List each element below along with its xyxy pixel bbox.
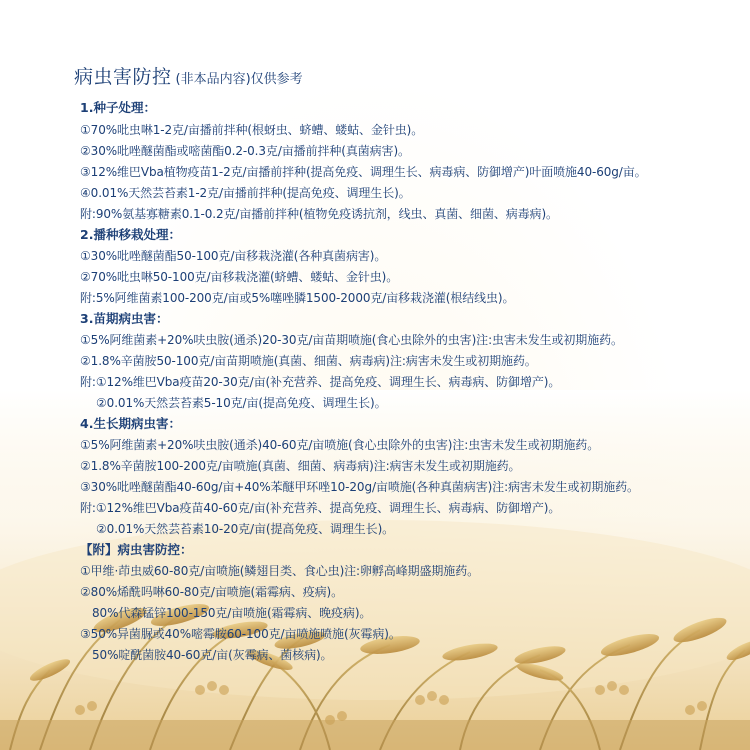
section-heading-seedling-stage: 3.苗期病虫害： [80, 311, 169, 326]
section-line: ③50%异菌脲或40%嘧霉胺60-100克/亩喷施喷施(灰霉病)。 [80, 627, 401, 641]
section-heading-seed-treatment: 1.种子处理： [80, 100, 156, 115]
section-line: ①5%阿维菌素+20%呋虫胺(通杀)40-60克/亩喷施(食心虫除外的虫害)注:虫害未发生或初期施药。 [80, 438, 600, 452]
section-line: ②0.01%天然芸苔素5-10克/亩(提高免疫、调理生长)。 [96, 396, 387, 410]
section-line: ②70%吡虫啉50-100克/亩移栽浇灌(蛴螬、蝼蛄、金针虫)。 [80, 270, 399, 284]
section-line: ②80%烯酰吗啉60-80克/亩喷施(霜霉病、疫病)。 [80, 585, 344, 599]
section-line: 附:90%氨基寡糖素0.1-0.2克/亩播前拌种(植物免疫诱抗剂，线虫、真菌、细菌、病毒病)。 [80, 207, 558, 221]
page-title: 病虫害防控 [74, 66, 172, 88]
section-line: ②0.01%天然芸苔素10-20克/亩(提高免疫、调理生长)。 [96, 522, 395, 536]
section-heading-growth-stage: 4.生长期病虫害： [80, 416, 181, 431]
section-line: 附:①12%维巴Vba疫苗40-60克/亩(补充营养、提高免疫、调理生长、病毒病、防御增产)。 [80, 501, 561, 515]
section-line: 附:5%阿维菌素100-200克/亩或5%噻唑膦1500-2000克/亩移栽浇灌(根结线虫)。 [80, 291, 515, 305]
section-line: ①70%吡虫啉1-2克/亩播前拌种(根蚜虫、蛴螬、蝼蛄、金针虫)。 [80, 123, 424, 137]
section-line: ④0.01%天然芸苔素1-2克/亩播前拌种(提高免疫、调理生长)。 [80, 186, 411, 200]
section-line: ②1.8%辛菌胺50-100克/亩苗期喷施(真菌、细菌、病毒病)注:病害未发生或初期施药。 [80, 354, 537, 368]
section-line: 80%代森锰锌100-150克/亩喷施(霜霉病、晚疫病)。 [92, 606, 372, 620]
section-line: 50%啶酰菌胺40-60克/亩(灰霉病、菌核病)。 [92, 648, 333, 662]
section-line: ②30%吡唑醚菌酯或嘧菌酯0.2-0.3克/亩播前拌种(真菌病害)。 [80, 144, 410, 158]
section-heading-sowing-transplant: 2.播种移栽处理： [80, 227, 181, 242]
page-subtitle: (非本品内容)仅供参考 [175, 72, 303, 87]
title-row [74, 62, 303, 89]
section-line: 附:①12%维巴Vba疫苗20-30克/亩(补充营养、提高免疫、调理生长、病毒病、防御增产)。 [80, 375, 561, 389]
section-line: ①5%阿维菌素+20%呋虫胺(通杀)20-30克/亩苗期喷施(食心虫除外的虫害)注:虫害未发生或初期施药。 [80, 333, 623, 347]
section-line: ①30%吡唑醚菌酯50-100克/亩移栽浇灌(各种真菌病害)。 [80, 249, 387, 263]
section-line: ②1.8%辛菌胺100-200克/亩喷施(真菌、细菌、病毒病)注:病害未发生或初期施药。 [80, 459, 521, 473]
section-line: ③30%吡唑醚菌酯40-60g/亩+40%苯醚甲环唑10-20g/亩喷施(各种真菌病害)注:病害未发生或初期施药。 [80, 480, 639, 494]
section-line: ③12%维巴Vba植物疫苗1-2克/亩播前拌种(提高免疫、调理生长、病毒病、防御增产)叶面喷施40-60g/亩。 [80, 165, 647, 179]
section-heading-appendix: 【附】病虫害防控： [80, 542, 193, 557]
section-line: ①甲维·茚虫威60-80克/亩喷施(鳞翅目类、食心虫)注:卵孵高峰期盛期施药。 [80, 564, 479, 578]
